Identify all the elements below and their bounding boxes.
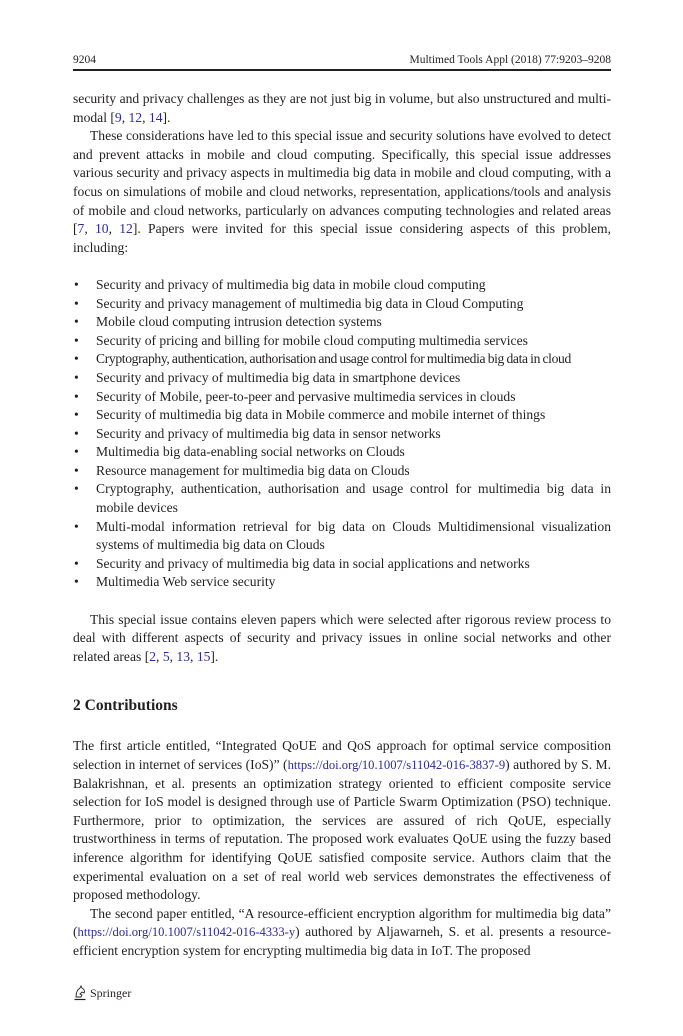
list-item: • Security and privacy of multimedia big data in mobile cloud computing	[73, 276, 611, 295]
bullet-icon: •	[74, 462, 79, 478]
citation-link[interactable]: 2	[149, 648, 157, 664]
list-item: • Security and privacy of multimedia big data in social applications and networks	[73, 555, 611, 574]
summary-paragraph: This special issue contains eleven papers which were selected after rigorous review process to deal with different aspects of security and privacy issues in online social networks and other related areas [2, 5, 13, 15].	[73, 611, 611, 664]
bullet-icon: •	[74, 574, 79, 590]
topics-list	[73, 276, 611, 592]
list-item: • Cryptography, authentication, authorisation and usage control for multimedia big data in mobile devices	[74, 481, 611, 516]
bullet-icon: •	[74, 425, 79, 441]
bullet-icon: •	[74, 444, 79, 460]
citation-link[interactable]: 10	[94, 221, 109, 237]
list-item: • Resource management for multimedia big data on Clouds	[73, 462, 611, 481]
citation-link[interactable]: 12	[128, 109, 143, 125]
springer-horse-icon	[73, 985, 87, 1001]
citation-link[interactable]: 7	[77, 221, 85, 237]
header-rule	[73, 69, 611, 71]
bullet-icon: •	[74, 555, 79, 571]
citation-link[interactable]: 13	[176, 648, 191, 664]
section-heading: 2 Contributions	[73, 697, 178, 715]
list-item: • Security of Mobile, peer-to-peer and pervasive multimedia services in clouds	[73, 388, 611, 407]
list-item: • Security of multimedia big data in Mobile commerce and mobile internet of things	[73, 406, 611, 425]
list-item: • Cryptography, authentication, authorisation and usage control for multimedia big data in cloud	[73, 350, 611, 369]
list-item: • Multi-modal information retrieval for big data on Clouds Multidimensional visualization systems of multimedia big data on Clouds	[74, 518, 611, 553]
bullet-icon: •	[74, 407, 79, 423]
publisher-name: Springer	[90, 985, 132, 1000]
intro-paragraph-2: These considerations have led to this special issue and security solutions have evolved to detect and prevent attacks in mobile and cloud computing. Specifically, this special issue addresses various security and privacy aspects in multimedia big data in mobile and cloud computing, with a focus on simulations of mobile and cloud networks, representation, applications/tools and analysis of mobile and cloud networks, particularly on advances computing technologies and related areas [7, 10, 12]. Papers were invited for this special issue considering aspects of this problem, including:	[73, 128, 612, 255]
list-item: • Multimedia big data-enabling social networks on Clouds	[73, 443, 611, 462]
page-number: 9204	[73, 54, 96, 66]
list-item: • Security and privacy of multimedia big data in sensor networks	[73, 425, 611, 444]
list-item: • Security and privacy of multimedia big data in smartphone devices	[73, 369, 611, 388]
contribution-paragraph-1: The first article entitled, “Integrated QoUE and QoS approach for optimal service composition selection in internet of services (IoS)” (https://doi.org/10.1007/s11042-016-3837-9) authored by S. M. Balakrishnan, et al. presents an optimization strategy oriented to efficient composite service selection for IoS model is designed through use of Particle Swarm Optimization (PSO) technique. Furthermore, prior to optimization, the services are assured of rich QoUE, especially trustworthiness in terms of reputation. The proposed work evaluates QoUE using the fuzzy based inference algorithm for identifying QoUE satisfied composite service. Authors claim that the experimental evaluation on a set of real world web services demonstrates the effectiveness of proposed methodology.	[73, 738, 612, 903]
doi-link[interactable]: https://doi.org/10.1007/s11042-016-3837-9	[287, 758, 506, 772]
bullet-icon: •	[74, 351, 79, 367]
intro-paragraph-1: security and privacy challenges as they are not just big in volume, but also unstructured and multi-modal [9, 12, 14].	[73, 91, 611, 125]
citation-link[interactable]: 15	[196, 648, 211, 664]
bullet-icon: •	[74, 481, 79, 497]
list-item: • Security of pricing and billing for mobile cloud computing multimedia services	[73, 332, 611, 351]
contribution-paragraph-2: The second paper entitled, “A resource-efficient encryption algorithm for multimedia big data” (https://doi.org/10.1007/s11042-016-4333-y) authored by Aljawarneh, S. et al. presents a resource-efficient encryption system for encrypting multimedia big data in IoT. The proposed	[73, 905, 611, 958]
bullet-icon: •	[74, 518, 79, 534]
list-item: • Security and privacy management of multimedia big data in Cloud Computing	[73, 295, 611, 314]
doi-link[interactable]: https://doi.org/10.1007/s11042-016-4333-y	[77, 925, 296, 940]
journal-citation: Multimed Tools Appl (2018) 77:9203–9208	[409, 54, 611, 66]
bullet-icon: •	[74, 388, 79, 404]
body-text	[73, 90, 611, 961]
citation-link[interactable]: 5	[162, 648, 170, 664]
list-item: • Mobile cloud computing intrusion detection systems	[73, 313, 611, 332]
running-head	[73, 53, 611, 67]
citation-link[interactable]: 9	[114, 109, 122, 125]
bullet-icon: •	[74, 295, 79, 311]
bullet-icon: •	[74, 276, 79, 292]
list-item: • Multimedia Web service security	[73, 573, 611, 592]
bullet-icon: •	[74, 332, 79, 348]
citation-link[interactable]: 12	[119, 221, 133, 237]
citation-link[interactable]: 14	[148, 109, 163, 125]
publisher-footer	[73, 985, 131, 1001]
bullet-icon: •	[74, 314, 79, 330]
bullet-icon: •	[74, 369, 79, 385]
